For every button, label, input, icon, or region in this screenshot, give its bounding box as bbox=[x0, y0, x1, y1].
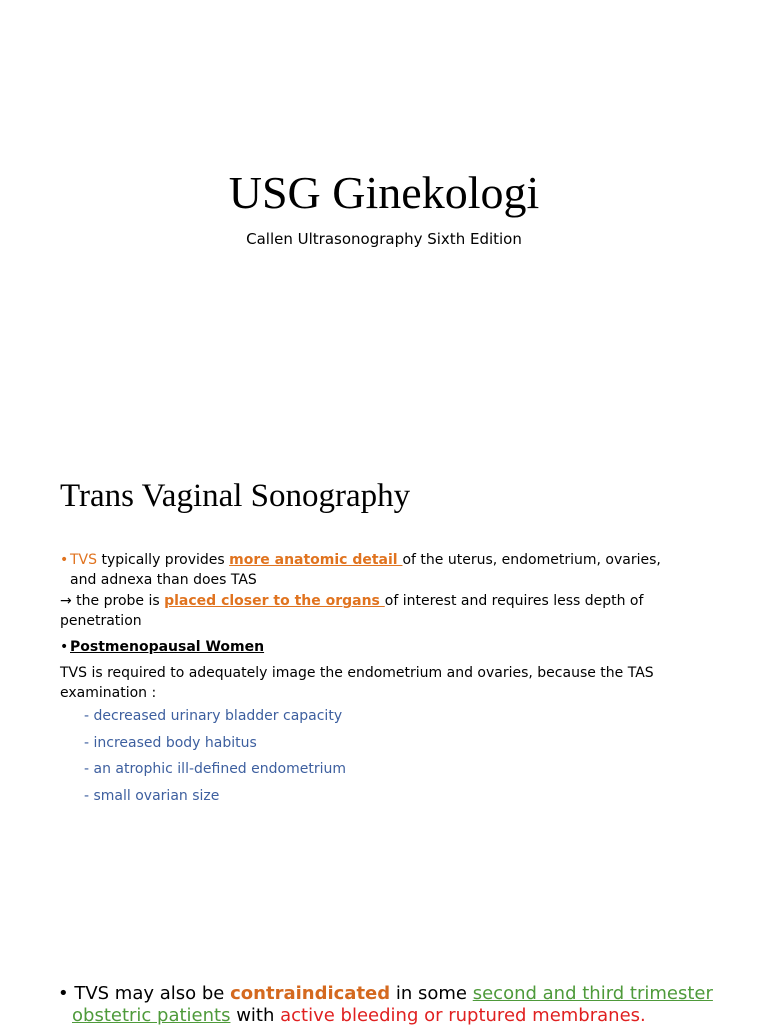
text-run: with bbox=[230, 1005, 281, 1026]
trimester-link: second and third trimester bbox=[472, 983, 713, 1004]
bullet-marker: • bbox=[60, 552, 69, 568]
obstetric-patients-link: obstetric patients bbox=[72, 1005, 231, 1026]
text-run: typically provides bbox=[97, 552, 230, 568]
text-run: TVS may also be bbox=[68, 983, 231, 1004]
slide-subtitle: Callen Ultrasonography Sixth Edition bbox=[246, 230, 522, 248]
slide-tvs bbox=[0, 432, 768, 864]
slide-tvs-heading: Trans Vaginal Sonography bbox=[60, 478, 411, 514]
bullet-text bbox=[70, 550, 661, 570]
slide-tvs-body bbox=[60, 550, 700, 809]
bullet-postmenopausal bbox=[60, 637, 700, 657]
arrow-line-continuation: penetration bbox=[60, 613, 142, 629]
arrow-line bbox=[60, 591, 700, 611]
highlight-placed-closer: placed closer to the organs bbox=[164, 593, 385, 609]
paragraph-line: TVS is required to adequately image the endometrium and ovaries, because the TAS bbox=[60, 665, 654, 681]
bullet-continuation: and adnexa than does TAS bbox=[70, 572, 257, 588]
contraindicated-word: contraindicated bbox=[230, 983, 391, 1004]
slide-title-heading: USG Ginekologi bbox=[228, 167, 540, 218]
highlight-anatomic-detail: more anatomic detail bbox=[229, 552, 403, 568]
paragraph-line: examination : bbox=[60, 685, 157, 701]
reason-item: - increased body habitus bbox=[84, 734, 257, 751]
text-run: of interest and requires less depth of bbox=[384, 593, 644, 609]
bleeding-warning: active bleeding or ruptured membranes. bbox=[280, 1005, 646, 1026]
reason-item: - an atrophic ill-defined endometrium bbox=[84, 761, 346, 777]
slide-title bbox=[0, 0, 768, 432]
tvs-label: TVS bbox=[70, 552, 98, 568]
text-run: in some bbox=[390, 983, 473, 1004]
text-run: of the uterus, endometrium, ovaries, bbox=[402, 552, 661, 568]
slide-contraindication bbox=[0, 864, 768, 1024]
bullet-tvs-detail bbox=[60, 550, 700, 570]
contraindication-line bbox=[58, 983, 738, 1005]
slide-contraindication-body bbox=[58, 983, 738, 1027]
text-run: the probe is bbox=[71, 593, 165, 609]
arrow-icon: → bbox=[60, 593, 72, 609]
reason-item: - small ovarian size bbox=[84, 787, 220, 804]
postmenopausal-label: Postmenopausal Women bbox=[70, 639, 265, 655]
bullet-marker: • bbox=[58, 983, 69, 1004]
bullet-marker: • bbox=[60, 639, 69, 655]
reason-item: - decreased urinary bladder capacity bbox=[84, 708, 343, 724]
